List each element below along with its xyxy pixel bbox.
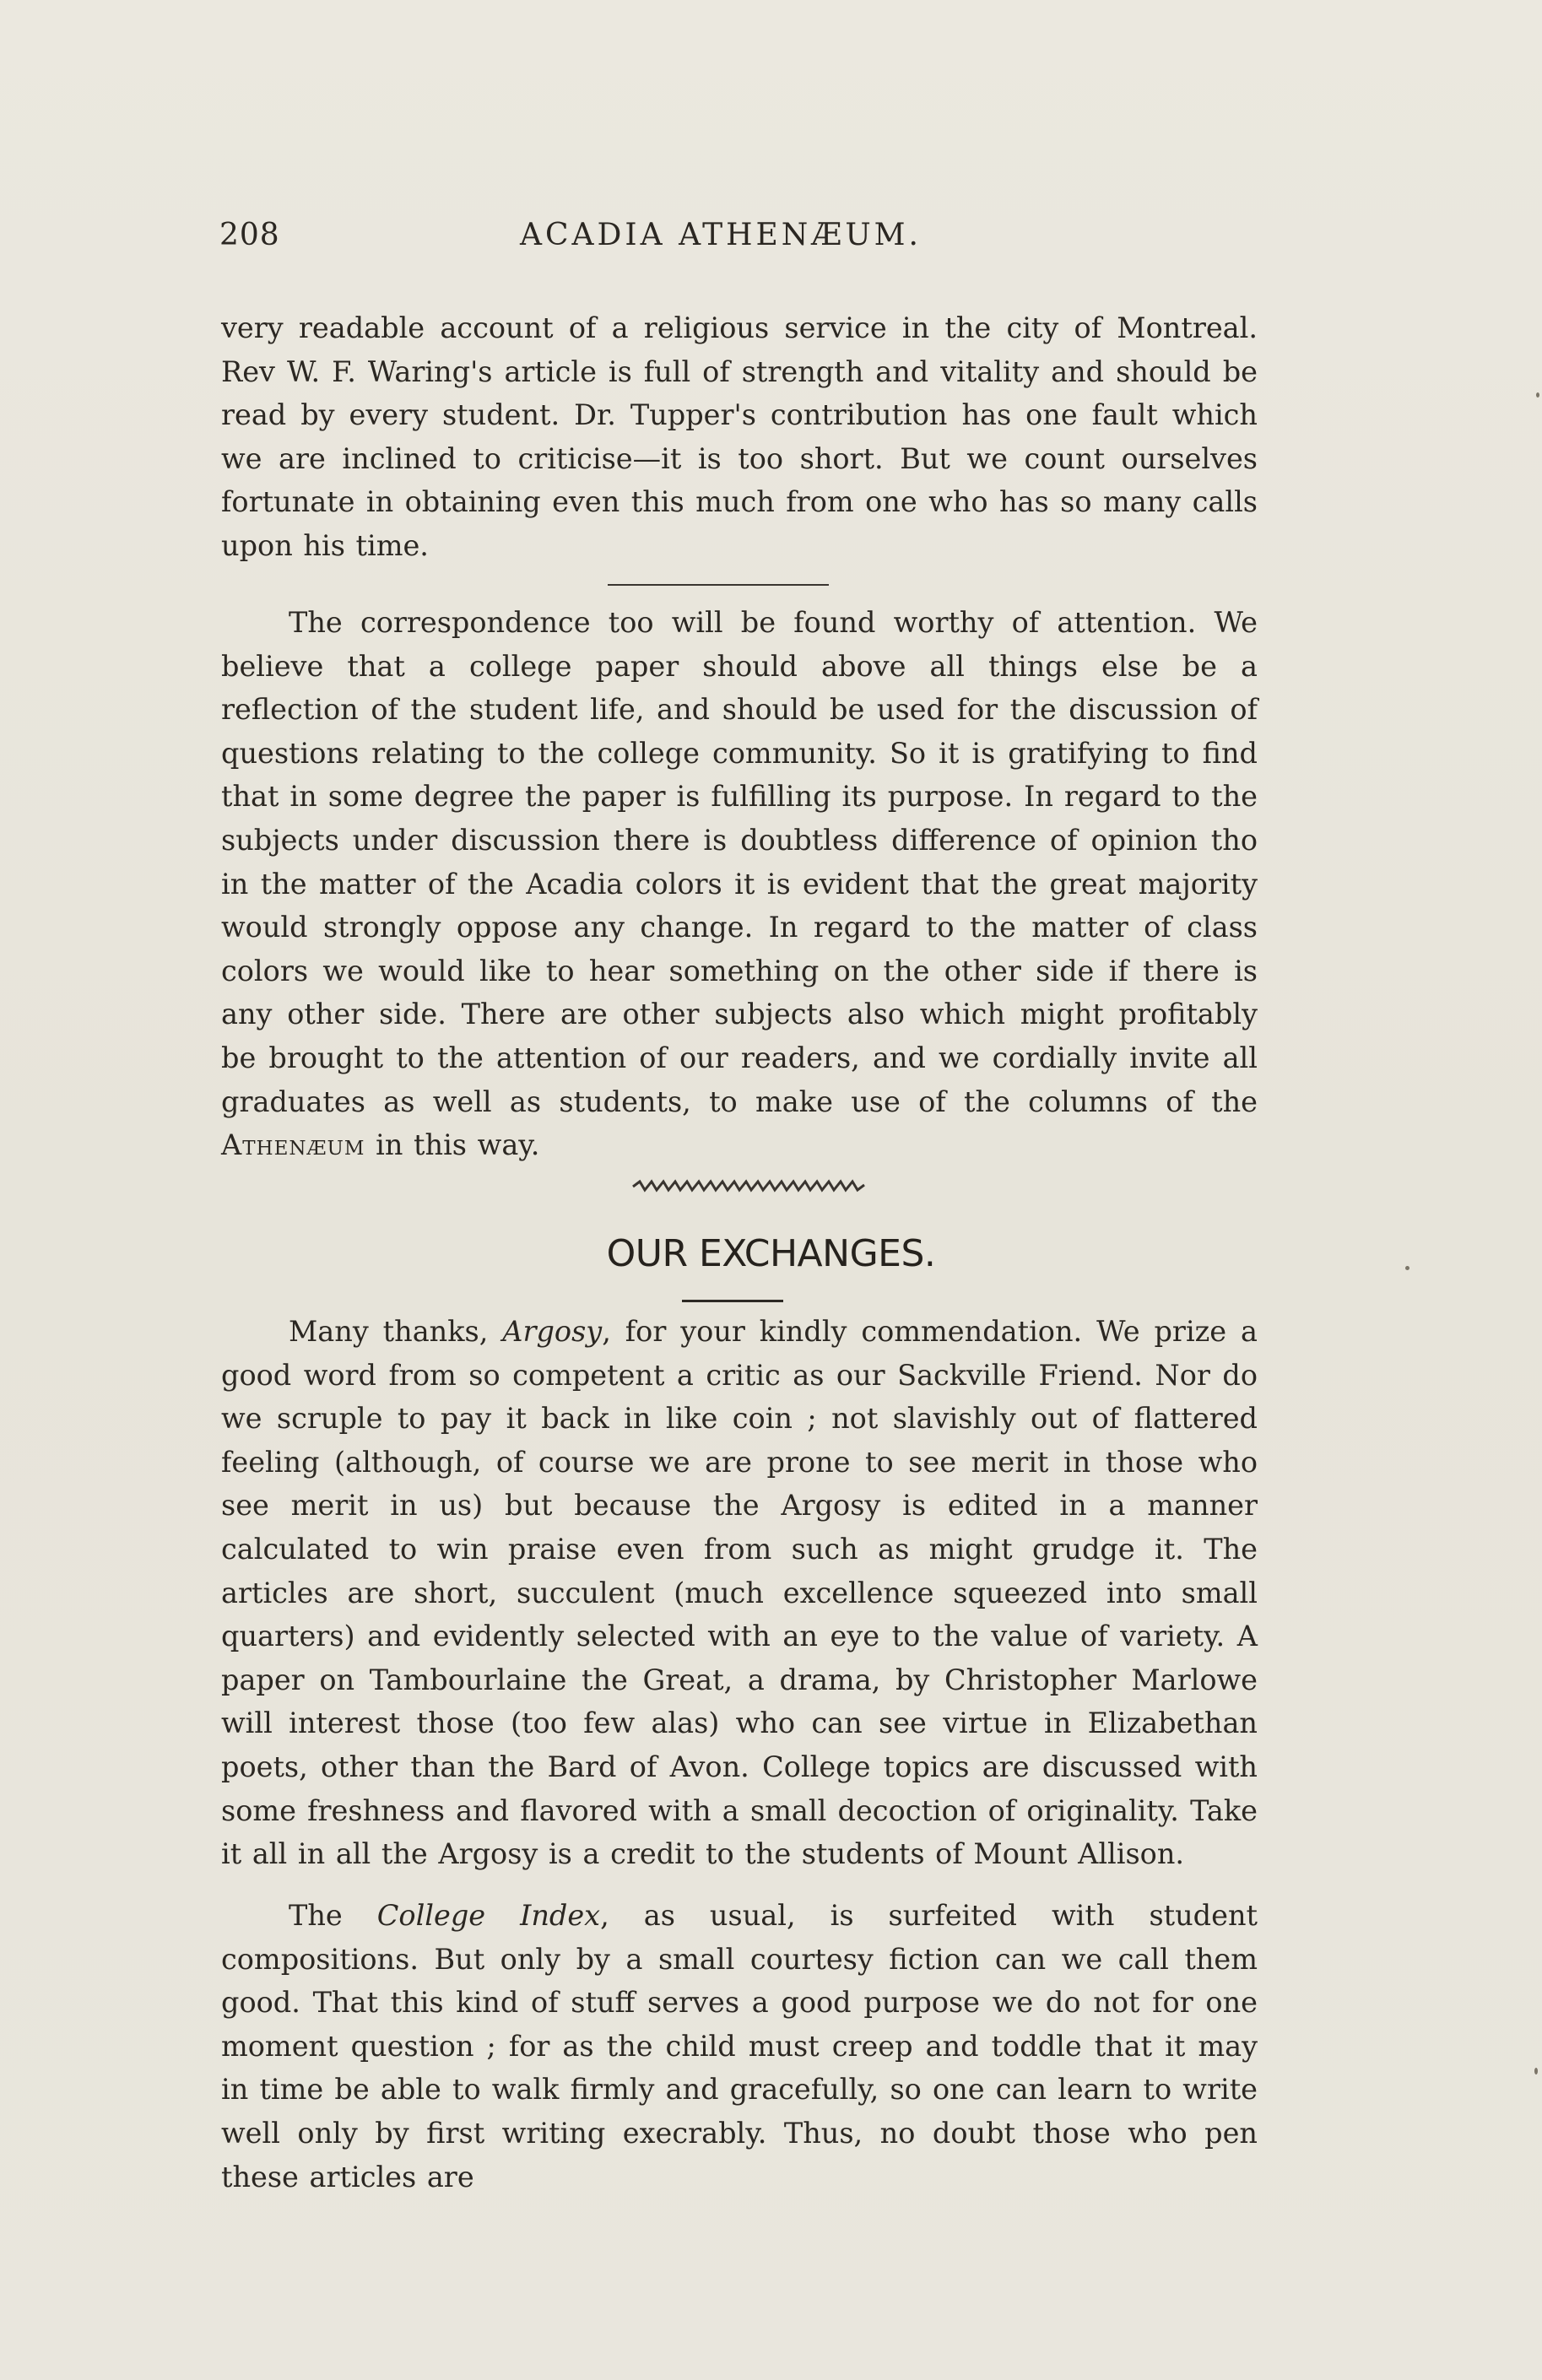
paragraph-1-text: very readable account of a religious service in the city of Montreal. Rev W. F. Waring's article is full of strength and vitality and should be read by every student. Dr. Tupper's contribution has one fault which we are inclined to criticise—it is too short. But we count ourselves fortunate in obtaining even this much from one who has so many calls upon his time. xyxy=(221,311,1258,562)
athenaeum-smallcaps: Athenæum xyxy=(221,1128,365,1162)
paragraph-4-lead: The xyxy=(289,1899,377,1932)
paper-speck xyxy=(1405,1266,1409,1270)
page-number: 208 xyxy=(219,218,280,252)
running-head xyxy=(219,218,1266,268)
paragraph-correspondence xyxy=(221,601,1258,1167)
heading-underline-rule xyxy=(682,1300,783,1302)
college-index-italic: College Index xyxy=(376,1899,601,1932)
paragraph-3-text: , for your kindly commendation. We prize a good word from so competent a critic as our Sackville Friend. Nor do we scruple to pay it back in like coin ; not slavishly out of flattered feeling (although, of course we are prone to see merit in those who see merit in us) but because the Argosy is edited in a manner calculated to win praise even from such as might grudge it. The articles are short, succulent (much excellence squeezed into small quarters) and evidently selected with an eye to the value of variety. A paper on Tambourlaine the Great, a drama, by Christopher Marlowe will interest those (too few alas) who can see virtue in Elizabethan poets, other than the Bard of Avon. College topics are discussed with some freshness and flavored with a small decoction of originality. Take it all in all the Argosy is a credit to the students of Mount Allison. xyxy=(221,1315,1258,1871)
paragraph-2-text: The correspondence too will be found worthy of attention. We believe that a college paper should above all things else be a reflection of the student life, and should be used for the discussion of questions relating to the college community. So it is gratifying to find that in some degree the paper is fulfilling its purpose. In regard to the subjects under discussion there is doubtless difference of opinion tho in the matter of the Acadia colors it is evident that the great majority would strongly oppose any change. In regard to the matter of class colors we would like to hear something on the other side if there is any other side. There are other subjects also which might profitably be brought to the attention of our readers, and we cordially invite all graduates as well as students, to make use of the columns of the xyxy=(221,606,1258,1118)
paragraph-argosy xyxy=(221,1310,1258,1876)
ornament-divider xyxy=(631,1178,868,1195)
paper-speck xyxy=(1534,2068,1538,2074)
paragraph-2-text-end: in this way. xyxy=(365,1128,540,1162)
paragraph-4-text: , as usual, is surfeited with student compositions. But only by a small courtesy fiction can we call them good. That this kind of stuff serves a good purpose we do not for one moment question ; for as the child must creep and toddle that it may in time be able to walk firmly and gracefully, so one can learn to write well only by first writing execrably. Thus, no doubt those who pen these articles are xyxy=(221,1899,1258,2193)
argosy-italic: Argosy xyxy=(502,1315,603,1348)
paragraph-review-continued xyxy=(221,306,1258,568)
paragraph-3-lead: Many thanks, xyxy=(289,1315,503,1348)
paragraph-college-index xyxy=(221,1894,1258,2199)
journal-title: ACADIA ATHENÆUM. xyxy=(520,218,922,252)
section-heading-our-exchanges: OUR EXCHANGES. xyxy=(606,1232,936,1275)
section-divider-rule xyxy=(608,584,829,586)
paper-speck xyxy=(1536,392,1539,398)
